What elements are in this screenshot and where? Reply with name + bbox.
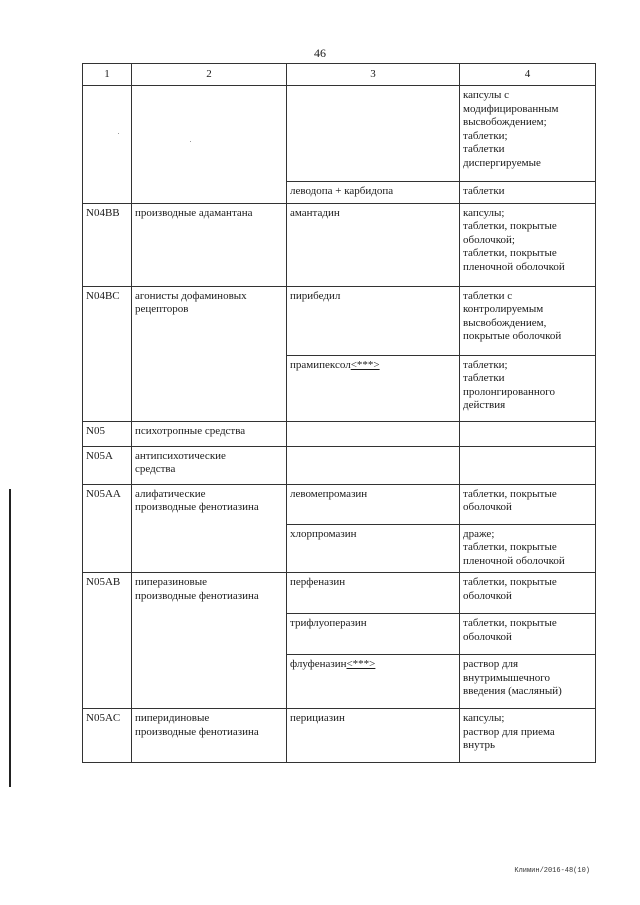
header-cell-1: 1 xyxy=(83,64,132,86)
drug-cell xyxy=(287,421,460,446)
table-row xyxy=(83,203,596,286)
code-cell: N05AA xyxy=(83,484,132,573)
drug-cell xyxy=(287,655,460,709)
dosage-form-cell: таблетки, покрытые оболочкой xyxy=(460,573,596,614)
code-cell: N04BC xyxy=(83,286,132,421)
header-cell-2: 2 xyxy=(132,64,287,86)
code-cell: N04BB xyxy=(83,203,132,286)
table-row xyxy=(83,709,596,763)
footer-stamp: Климин/2016-48(10) xyxy=(514,867,590,875)
dosage-form-cell: капсулы; таблетки, покрытые оболочкой; таблетки, покрытые пленочной оболочкой xyxy=(460,203,596,286)
dosage-form-cell: таблетки, покрытые оболочкой xyxy=(460,484,596,524)
code-cell: N05AB xyxy=(83,573,132,709)
drug-cell xyxy=(287,355,460,421)
page-number: 46 xyxy=(314,46,326,60)
group-cell xyxy=(132,86,287,204)
drug-cell: пирибедил xyxy=(287,286,460,355)
table-row xyxy=(83,286,596,355)
header-cell-3: 3 xyxy=(287,64,460,86)
dosage-form-cell: таблетки xyxy=(460,182,596,204)
code-cell: N05 xyxy=(83,421,132,446)
drug-cell: хлорпромазин xyxy=(287,524,460,573)
dosage-form-cell xyxy=(460,421,596,446)
drug-cell: перициазин xyxy=(287,709,460,763)
dosage-form-cell: капсулы с модифицированным высвобождением; таблетки; таблетки диспергируемые xyxy=(460,86,596,182)
dosage-form-cell: таблетки, покрытые оболочкой xyxy=(460,614,596,655)
code-cell: N05AC xyxy=(83,709,132,763)
group-cell: психотропные средства xyxy=(132,421,287,446)
code-cell: N05A xyxy=(83,446,132,484)
header-row xyxy=(83,64,596,86)
table-row xyxy=(83,484,596,524)
drug-cell xyxy=(287,86,460,182)
dosage-form-cell: драже; таблетки, покрытые пленочной оболочкой xyxy=(460,524,596,573)
drug-cell: перфеназин xyxy=(287,573,460,614)
dosage-form-cell: таблетки; таблетки пролонгированного действия xyxy=(460,355,596,421)
reference-mark: <***> xyxy=(346,658,376,670)
drug-cell: левомепромазин xyxy=(287,484,460,524)
dosage-form-cell xyxy=(460,446,596,484)
drug-cell: амантадин xyxy=(287,203,460,286)
group-cell: агонисты дофаминовых рецепторов xyxy=(132,286,287,421)
group-cell: пиперазиновые производные фенотиазина xyxy=(132,573,287,709)
header-cell-4: 4 xyxy=(460,64,596,86)
code-cell xyxy=(83,86,132,204)
table-row xyxy=(83,86,596,182)
dosage-form-cell: раствор для внутримышечного введения (масляный) xyxy=(460,655,596,709)
scan-margin-bar xyxy=(9,489,11,787)
group-cell: антипсихотические средства xyxy=(132,446,287,484)
medication-table xyxy=(82,63,596,763)
drug-cell xyxy=(287,446,460,484)
group-cell: алифатические производные фенотиазина xyxy=(132,484,287,573)
reference-mark: <***> xyxy=(350,358,380,371)
dosage-form-cell: таблетки с контролируемым высвобождением, покрытые оболочкой xyxy=(460,286,596,355)
table-row xyxy=(83,421,596,446)
drug-name: прамипексол xyxy=(290,358,351,371)
table-row xyxy=(83,446,596,484)
drug-name: флуфеназин xyxy=(290,658,347,670)
dosage-form-cell: капсулы; раствор для приема внутрь xyxy=(460,709,596,763)
group-cell: производные адамантана xyxy=(132,203,287,286)
drug-cell: трифлуоперазин xyxy=(287,614,460,655)
table-row xyxy=(83,573,596,614)
drug-cell: леводопа + карбидопа xyxy=(287,182,460,204)
group-cell: пиперидиновые производные фенотиазина xyxy=(132,709,287,763)
